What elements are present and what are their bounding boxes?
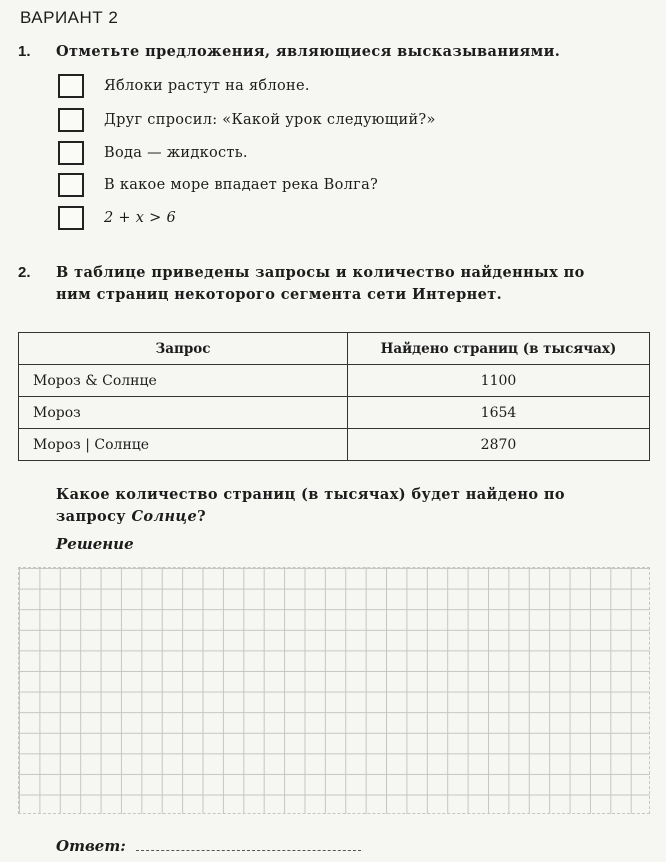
checkbox[interactable] — [58, 74, 84, 98]
task2-prompt-line1: В таблице приведены запросы и количество найденных по — [56, 264, 585, 281]
cell-pages: 2870 — [348, 429, 650, 461]
header-pages: Найдено страниц (в тысячах) — [348, 333, 650, 365]
task2-number: 2. — [18, 264, 31, 281]
option-text: В какое море впадает река Волга? — [104, 177, 379, 193]
task1-number: 1. — [18, 43, 31, 60]
cell-pages: 1100 — [348, 365, 650, 397]
task2-question-line1: Какое количество страниц (в тысячах) будет найдено по — [56, 486, 565, 503]
task1-option-2[interactable] — [58, 106, 436, 134]
option-text: Вода — жидкость. — [104, 145, 248, 161]
cell-query: Мороз & Солнце — [19, 365, 348, 397]
table-row — [19, 429, 650, 461]
question-prefix: запросу — [56, 508, 132, 525]
option-text: 2 + x > 6 — [104, 210, 177, 226]
question-suffix: ? — [197, 508, 207, 525]
solution-label: Решение — [56, 535, 134, 553]
option-text: Яблоки растут на яблоне. — [104, 78, 310, 94]
table-row — [19, 397, 650, 429]
header-query: Запрос — [19, 333, 348, 365]
checkbox[interactable] — [58, 173, 84, 197]
question-keyword: Солнце — [131, 508, 198, 525]
task1-prompt: Отметьте предложения, являющиеся высказываниями. — [56, 43, 561, 60]
table-header-row — [19, 333, 650, 365]
variant-title: ВАРИАНТ 2 — [20, 8, 119, 27]
task1-option-3[interactable] — [58, 139, 248, 167]
answer-label: Ответ: — [56, 837, 126, 855]
cell-pages: 1654 — [348, 397, 650, 429]
task2-prompt-line2: ним страниц некоторого сегмента сети Интернет. — [56, 286, 503, 303]
option-text: Друг спросил: «Какой урок следующий?» — [104, 112, 436, 128]
solution-grid[interactable] — [18, 567, 650, 814]
checkbox[interactable] — [58, 206, 84, 230]
cell-query: Мороз — [19, 397, 348, 429]
checkbox[interactable] — [58, 108, 84, 132]
task1-option-1[interactable] — [58, 72, 310, 100]
task2-question-line2 — [56, 506, 206, 527]
task1-option-4[interactable] — [58, 171, 378, 199]
cell-query: Мороз | Солнце — [19, 429, 348, 461]
checkbox[interactable] — [58, 141, 84, 165]
task1-option-5[interactable] — [58, 204, 176, 232]
answer-input-line[interactable] — [136, 836, 361, 851]
table-row — [19, 365, 650, 397]
query-table — [18, 332, 650, 461]
answer-row — [56, 836, 361, 855]
